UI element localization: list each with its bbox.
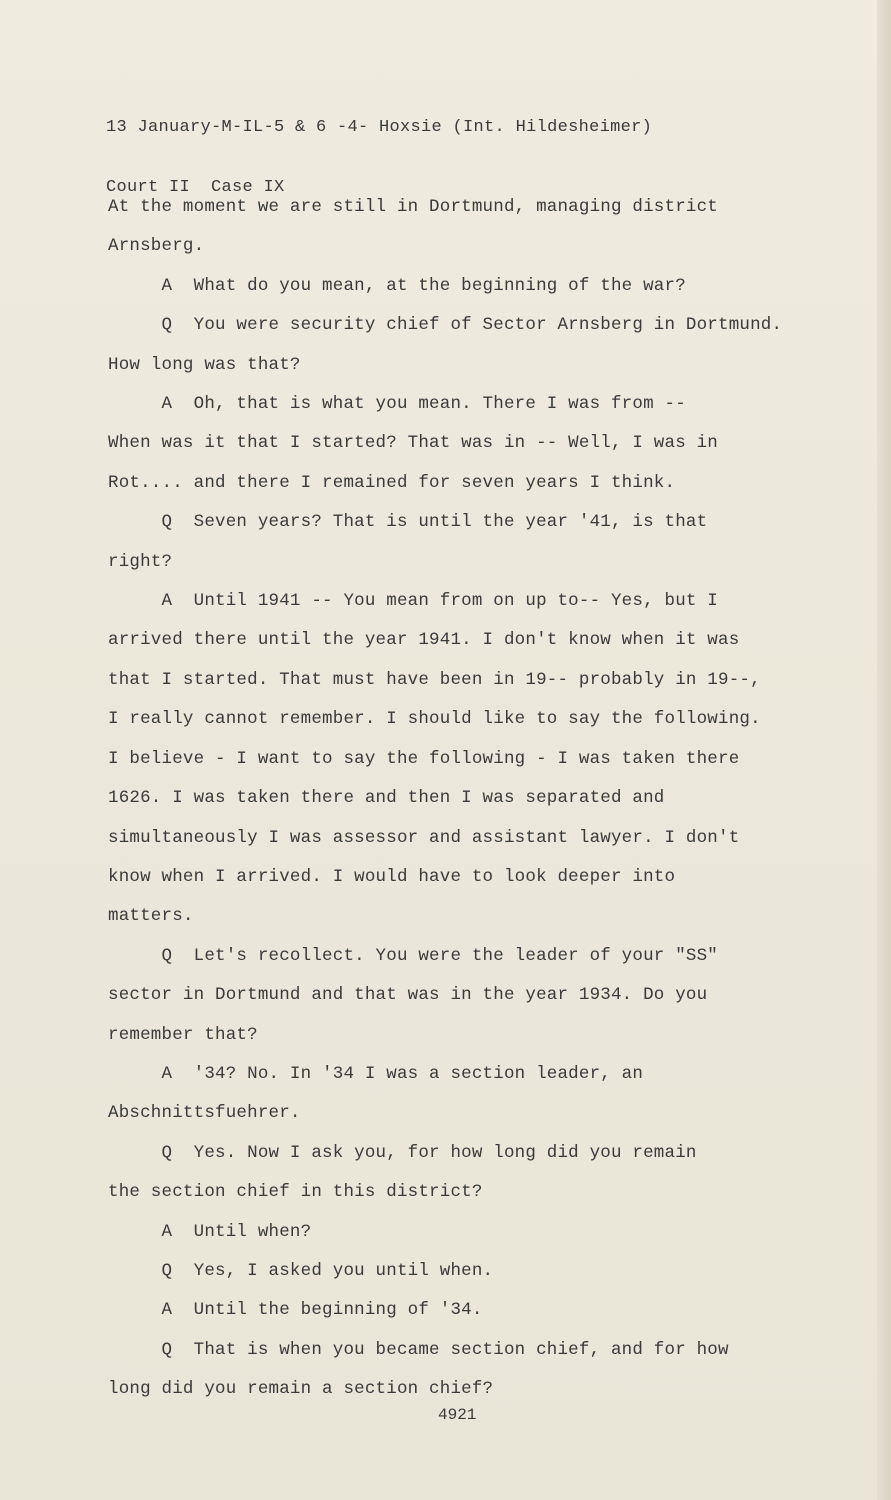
transcript-line: Q Yes, I asked you until when.	[108, 1260, 494, 1281]
header-line-1: 13 January-M-IL-5 & 6 -4- Hoxsie (Int. Hildesheimer)	[106, 118, 653, 137]
transcript-line: Q You were security chief of Sector Arnsberg in Dortmund.	[108, 315, 783, 336]
transcript-line: Arnsberg.	[108, 236, 205, 257]
transcript-line: remember that?	[108, 1024, 258, 1045]
transcript-line: know when I arrived. I would have to look deeper into	[108, 866, 676, 887]
transcript-line: At the moment we are still in Dortmund, managing district	[108, 197, 718, 217]
header-line-2: Court II Case IX	[106, 178, 285, 197]
transcript-line: When was it that I started? That was in -- Well, I was in	[108, 433, 718, 454]
transcript-line: Q Seven years? That is until the year '41, is that	[108, 512, 708, 533]
transcript-line: A Until when?	[108, 1221, 312, 1242]
transcript-line: Abschnittsfuehrer.	[108, 1103, 301, 1124]
transcript-line: simultaneously I was assessor and assistant lawyer. I don't	[108, 827, 740, 848]
transcript-line: arrived there until the year 1941. I don't know when it was	[108, 630, 740, 651]
transcript-line: matters.	[108, 906, 194, 927]
transcript-line: sector in Dortmund and that was in the year 1934. Do you	[108, 985, 708, 1006]
transcript-line: 1626. I was taken there and then I was separated and	[108, 788, 665, 809]
page-number: 4921	[438, 1406, 477, 1424]
page-edge	[877, 0, 891, 1500]
transcript-line: A Until the beginning of '34.	[108, 1300, 483, 1321]
transcript-line: I believe - I want to say the following - I was taken there	[108, 748, 740, 769]
transcript-body	[108, 188, 838, 1410]
transcript-line: that I started. That must have been in 19-- probably in 19--,	[108, 669, 761, 690]
transcript-line: Q That is when you became section chief, and for how	[108, 1339, 729, 1360]
transcript-line: How long was that?	[108, 354, 301, 375]
transcript-line: I really cannot remember. I should like to say the following.	[108, 709, 761, 730]
transcript-line: A What do you mean, at the beginning of the war?	[108, 275, 686, 296]
transcript-line: A Until 1941 -- You mean from on up to-- Yes, but I	[108, 591, 718, 612]
transcript-line: Q Yes. Now I ask you, for how long did you remain	[108, 1142, 697, 1163]
transcript-line: A Oh, that is what you mean. There I was from --	[108, 394, 686, 415]
transcript-line: Q Let's recollect. You were the leader of your "SS"	[108, 945, 718, 966]
transcript-line: right?	[108, 551, 173, 572]
transcript-line: Rot.... and there I remained for seven years I think.	[108, 472, 676, 493]
transcript-line: the section chief in this district?	[108, 1182, 483, 1203]
transcript-line: A '34? No. In '34 I was a section leader, an	[108, 1063, 644, 1084]
transcript-line: long did you remain a section chief?	[108, 1379, 494, 1400]
